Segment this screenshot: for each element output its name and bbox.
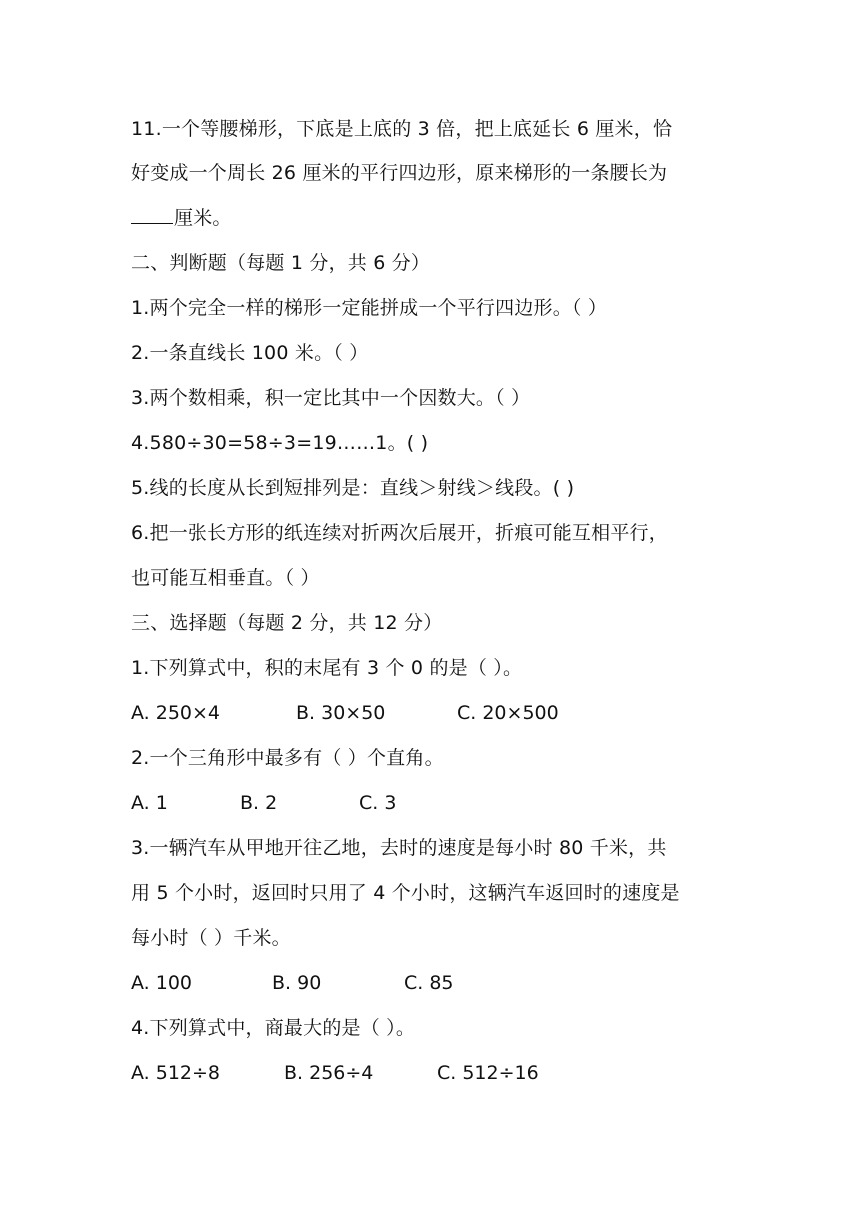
choice-q2-option-a: A. 1 (131, 792, 168, 814)
choice-q3-stem-line-2: 用 5 个小时，返回时只用了 4 个小时，这辆汽车返回时的速度是 (131, 882, 680, 904)
section-3-heading: 三、选择题（每题 2 分，共 12 分） (131, 612, 443, 634)
judge-item-2: 2.一条直线长 100 米。（ ） (131, 342, 369, 364)
judge-item-4: 4.580÷30=58÷3=19……1。( ) (131, 432, 429, 454)
choice-q3-stem-line-1: 3.一辆汽车从甲地开往乙地，去时的速度是每小时 80 千米，共 (131, 837, 667, 859)
choice-q1-option-b: B. 30×50 (296, 702, 386, 724)
choice-q2-stem: 2.一个三角形中最多有（ ）个直角。 (131, 747, 444, 769)
judge-item-3: 3.两个数相乘，积一定比其中一个因数大。（ ） (131, 387, 531, 409)
question-11-line-1: 11.一个等腰梯形，下底是上底的 3 倍，把上底延长 6 厘米，恰 (131, 118, 673, 140)
choice-q3-stem-line-3: 每小时（ ）千米。 (131, 927, 291, 949)
choice-q4-option-a: A. 512÷8 (131, 1062, 221, 1084)
choice-q4-option-b: B. 256÷4 (284, 1062, 374, 1084)
answer-blank[interactable] (131, 205, 173, 224)
choice-q1-option-a: A. 250×4 (131, 702, 221, 724)
choice-q3-option-a: A. 100 (131, 972, 193, 994)
judge-item-1: 1.两个完全一样的梯形一定能拼成一个平行四边形。（ ） (131, 297, 608, 319)
question-11-line-3 (131, 205, 232, 231)
choice-q2-option-b: B. 2 (240, 792, 278, 814)
question-11-line-2: 好变成一个周长 26 厘米的平行四边形，原来梯形的一条腰长为 (131, 162, 668, 184)
choice-q2-option-c: C. 3 (359, 792, 397, 814)
choice-q1-stem: 1.下列算式中，积的末尾有 3 个 0 的是（ ）。 (131, 657, 523, 679)
choice-q1-option-c: C. 20×500 (457, 702, 559, 724)
choice-q4-stem: 4.下列算式中，商最大的是（ ）。 (131, 1017, 416, 1039)
choice-q3-option-b: B. 90 (272, 972, 322, 994)
choice-q3-option-c: C. 85 (404, 972, 454, 994)
judge-item-6-line-2: 也可能互相垂直。（ ） (131, 567, 320, 589)
section-2-heading: 二、判断题（每题 1 分，共 6 分） (131, 252, 431, 274)
choice-q4-option-c: C. 512÷16 (437, 1062, 539, 1084)
question-11-unit: 厘米。 (174, 207, 232, 229)
judge-item-6-line-1: 6.把一张长方形的纸连续对折两次后展开，折痕可能互相平行， (131, 522, 668, 544)
judge-item-5: 5.线的长度从长到短排列是：直线＞射线＞线段。( ) (131, 477, 575, 499)
